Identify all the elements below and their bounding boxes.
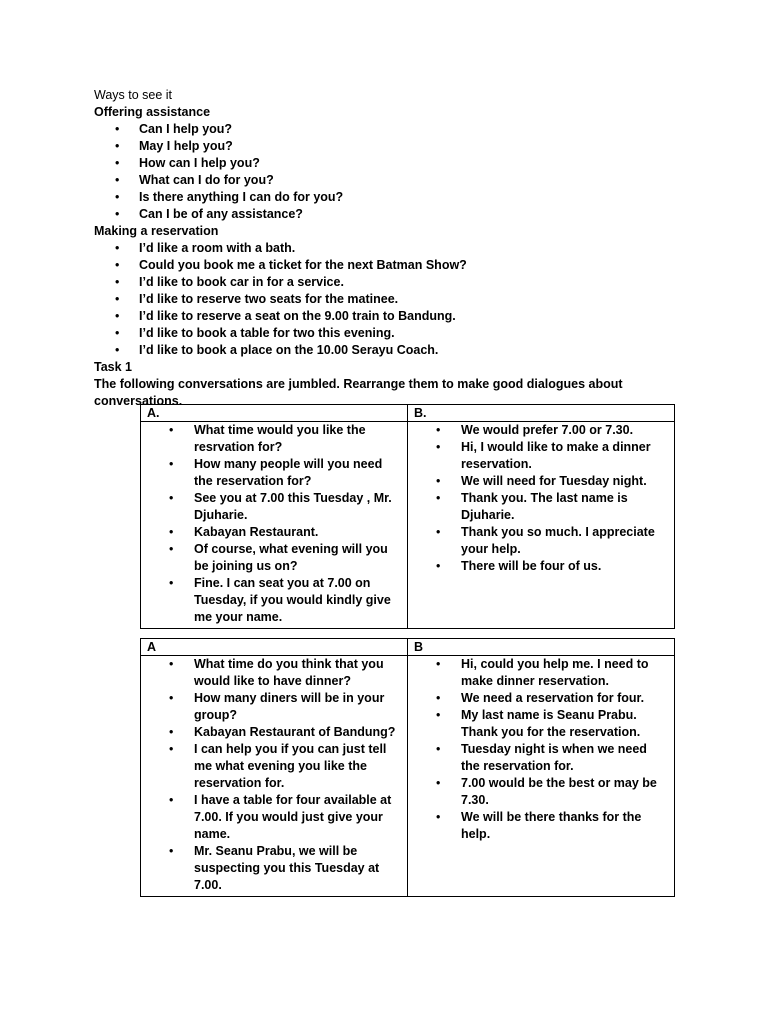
bullet-icon: • bbox=[115, 258, 120, 272]
list-item bbox=[94, 172, 694, 189]
list-item-text: I’d like a room with a bath. bbox=[139, 241, 296, 255]
bullet-icon: • bbox=[436, 491, 441, 505]
bullet-icon: • bbox=[115, 190, 120, 204]
list-item bbox=[141, 422, 407, 456]
list-item bbox=[141, 690, 407, 724]
column-a-list bbox=[141, 656, 407, 894]
list-item-text: We will need for Tuesday night. bbox=[461, 474, 647, 488]
list-item-text: I’d like to reserve two seats for the matinee. bbox=[139, 292, 399, 306]
list-item-text: We will be there thanks for the help. bbox=[461, 810, 642, 841]
list-item-text: Thank you so much. I appreciate your help. bbox=[461, 525, 655, 556]
bullet-icon: • bbox=[436, 776, 441, 790]
bullet-icon: • bbox=[115, 139, 120, 153]
reservation-list bbox=[94, 240, 694, 359]
list-item-text: Could you book me a ticket for the next Batman Show? bbox=[139, 258, 467, 272]
list-item-text: I have a table for four available at 7.00. If you would just give your name. bbox=[194, 793, 392, 841]
bullet-icon: • bbox=[115, 309, 120, 323]
bullet-icon: • bbox=[436, 657, 441, 671]
task-instruction-line-1: The following conversations are jumbled. Rearrange them to make good dialogues about bbox=[94, 377, 623, 391]
bullet-icon: • bbox=[169, 844, 174, 858]
table-header-row bbox=[141, 405, 675, 422]
column-a-list bbox=[141, 422, 407, 626]
bullet-icon: • bbox=[115, 122, 120, 136]
list-item bbox=[408, 741, 674, 775]
list-item-text: Hi, I would like to make a dinner reservation. bbox=[461, 440, 651, 471]
list-item-text: Thank you. The last name is Djuharie. bbox=[461, 491, 628, 522]
bullet-icon: • bbox=[169, 542, 174, 556]
list-item bbox=[141, 741, 407, 792]
list-item-text: What time would you like the resrvation for? bbox=[194, 423, 366, 454]
list-item bbox=[141, 490, 407, 524]
list-item bbox=[141, 724, 407, 741]
list-item bbox=[141, 524, 407, 541]
bullet-icon: • bbox=[169, 457, 174, 471]
column-b-header: B. bbox=[408, 405, 675, 422]
list-item-text: Can I be of any assistance? bbox=[139, 207, 303, 221]
jumbled-table-1 bbox=[140, 404, 675, 629]
list-item bbox=[408, 439, 674, 473]
list-item bbox=[408, 707, 674, 741]
list-item bbox=[141, 541, 407, 575]
column-a-header: A bbox=[141, 639, 408, 656]
list-item bbox=[141, 843, 407, 894]
list-item-text: How can I help you? bbox=[139, 156, 260, 170]
list-item bbox=[94, 257, 694, 274]
list-item bbox=[94, 155, 694, 172]
bullet-icon: • bbox=[436, 559, 441, 573]
bullet-icon: • bbox=[169, 657, 174, 671]
bullet-icon: • bbox=[436, 525, 441, 539]
list-item bbox=[408, 473, 674, 490]
list-item bbox=[141, 456, 407, 490]
list-item bbox=[94, 274, 694, 291]
list-item-text: I’d like to book car in for a service. bbox=[139, 275, 344, 289]
list-item bbox=[94, 189, 694, 206]
bullet-icon: • bbox=[436, 423, 441, 437]
bullet-icon: • bbox=[115, 275, 120, 289]
bullet-icon: • bbox=[169, 576, 174, 590]
bullet-icon: • bbox=[115, 173, 120, 187]
list-item-text: What can I do for you? bbox=[139, 173, 274, 187]
list-item bbox=[94, 206, 694, 223]
list-item-text: There will be four of us. bbox=[461, 559, 602, 573]
offering-heading: Offering assistance bbox=[94, 105, 211, 119]
list-item bbox=[94, 291, 694, 308]
bullet-icon: • bbox=[169, 742, 174, 756]
bullet-icon: • bbox=[169, 725, 174, 739]
column-a-cell bbox=[141, 422, 408, 629]
column-a-header: A. bbox=[141, 405, 408, 422]
list-item-text: See you at 7.00 this Tuesday , Mr. Djuharie. bbox=[194, 491, 392, 522]
bullet-icon: • bbox=[115, 343, 120, 357]
table-body-row bbox=[141, 422, 675, 629]
list-item bbox=[94, 138, 694, 155]
bullet-icon: • bbox=[115, 156, 120, 170]
ways-title: Ways to see it bbox=[94, 88, 173, 102]
list-item-text: Kabayan Restaurant. bbox=[194, 525, 319, 539]
list-item-text: We need a reservation for four. bbox=[461, 691, 645, 705]
bullet-icon: • bbox=[436, 742, 441, 756]
list-item bbox=[408, 490, 674, 524]
bullet-icon: • bbox=[169, 691, 174, 705]
bullet-icon: • bbox=[436, 440, 441, 454]
list-item-text: I’d like to book a place on the 10.00 Serayu Coach. bbox=[139, 343, 439, 357]
table-body-row bbox=[141, 656, 675, 897]
document-body bbox=[94, 87, 694, 410]
list-item-text: My last name is Seanu Prabu. Thank you for the reservation. bbox=[461, 708, 641, 739]
column-b-list bbox=[408, 656, 674, 843]
list-item-text: I can help you if you can just tell me what evening you like the reservation for. bbox=[194, 742, 387, 790]
column-b-cell bbox=[408, 656, 675, 897]
bullet-icon: • bbox=[436, 474, 441, 488]
list-item-text: I’d like to book a table for two this evening. bbox=[139, 326, 395, 340]
bullet-icon: • bbox=[169, 793, 174, 807]
list-item bbox=[408, 690, 674, 707]
bullet-icon: • bbox=[115, 207, 120, 221]
list-item-text: Of course, what evening will you be joining us on? bbox=[194, 542, 388, 573]
list-item bbox=[408, 775, 674, 809]
list-item bbox=[408, 422, 674, 439]
bullet-icon: • bbox=[169, 491, 174, 505]
column-b-cell bbox=[408, 422, 675, 629]
table-header-row bbox=[141, 639, 675, 656]
list-item bbox=[94, 325, 694, 342]
list-item-text: Is there anything I can do for you? bbox=[139, 190, 344, 204]
bullet-icon: • bbox=[436, 810, 441, 824]
list-item-text: Kabayan Restaurant of Bandung? bbox=[194, 725, 396, 739]
list-item-text: Tuesday night is when we need the reservation for. bbox=[461, 742, 647, 773]
column-a-cell bbox=[141, 656, 408, 897]
bullet-icon: • bbox=[115, 292, 120, 306]
bullet-icon: • bbox=[169, 423, 174, 437]
column-b-list bbox=[408, 422, 674, 575]
task-title: Task 1 bbox=[94, 360, 132, 374]
list-item-text: Mr. Seanu Prabu, we will be suspecting you this Tuesday at 7.00. bbox=[194, 844, 380, 892]
task-instruction-line-2: conversations. bbox=[94, 394, 183, 408]
bullet-icon: • bbox=[115, 326, 120, 340]
list-item bbox=[408, 809, 674, 843]
list-item bbox=[141, 575, 407, 626]
list-item bbox=[408, 524, 674, 558]
offering-list bbox=[94, 121, 694, 223]
list-item-text: How many diners will be in your group? bbox=[194, 691, 385, 722]
list-item-text: Can I help you? bbox=[139, 122, 233, 136]
list-item bbox=[408, 558, 674, 575]
list-item-text: We would prefer 7.00 or 7.30. bbox=[461, 423, 634, 437]
list-item-text: Hi, could you help me. I need to make dinner reservation. bbox=[461, 657, 649, 688]
list-item bbox=[408, 656, 674, 690]
bullet-icon: • bbox=[115, 241, 120, 255]
column-b-header: B bbox=[408, 639, 675, 656]
list-item bbox=[94, 342, 694, 359]
list-item bbox=[94, 308, 694, 325]
list-item-text: What time do you think that you would like to have dinner? bbox=[194, 657, 384, 688]
list-item-text: Fine. I can seat you at 7.00 on Tuesday, if you would kindly give me your name. bbox=[194, 576, 391, 624]
list-item bbox=[141, 656, 407, 690]
list-item-text: How many people will you need the reservation for? bbox=[194, 457, 383, 488]
list-item bbox=[94, 121, 694, 138]
jumbled-table-2 bbox=[140, 638, 675, 897]
list-item-text: May I help you? bbox=[139, 139, 233, 153]
list-item-text: 7.00 would be the best or may be 7.30. bbox=[461, 776, 657, 807]
bullet-icon: • bbox=[169, 525, 174, 539]
list-item-text: I’d like to reserve a seat on the 9.00 train to Bandung. bbox=[139, 309, 456, 323]
reservation-heading: Making a reservation bbox=[94, 224, 219, 238]
list-item bbox=[94, 240, 694, 257]
list-item bbox=[141, 792, 407, 843]
bullet-icon: • bbox=[436, 691, 441, 705]
bullet-icon: • bbox=[436, 708, 441, 722]
